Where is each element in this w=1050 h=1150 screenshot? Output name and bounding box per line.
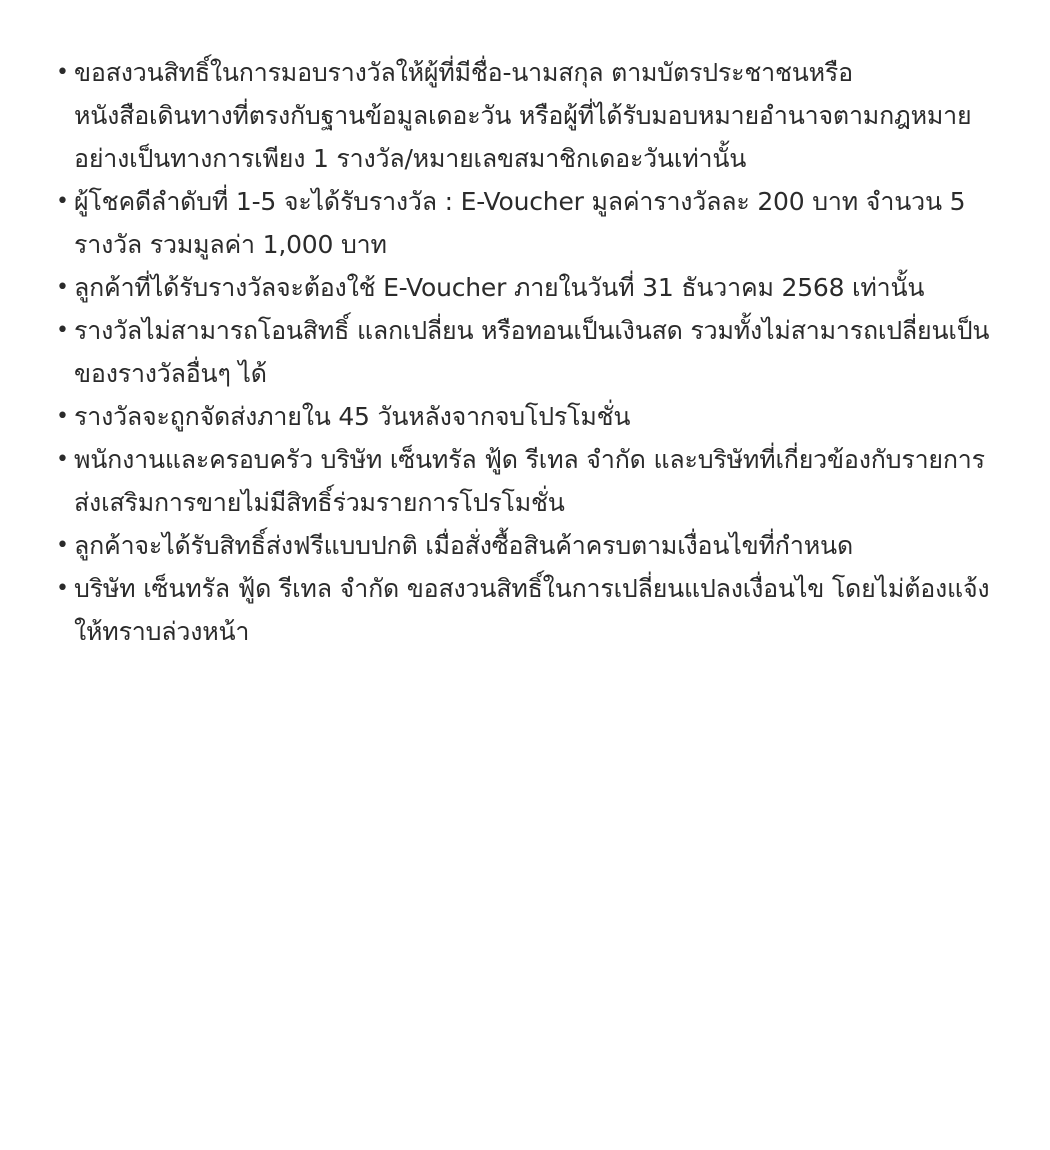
bullet-icon: • <box>56 576 69 601</box>
bullet-icon: • <box>56 404 69 429</box>
term-text: ลูกค้าจะได้รับสิทธิ์ส่งฟรีแบบปกติ เมื่อสั่งซื้อสินค้าครบตามเงื่อนไขที่กำหนด <box>74 531 853 560</box>
bullet-icon: • <box>56 275 69 300</box>
terms-list <box>56 51 1006 653</box>
term-item-6 <box>56 438 1006 524</box>
term-item-8 <box>56 567 1006 653</box>
term-text: พนักงานและครอบครัว บริษัท เซ็นทรัล ฟู้ด รีเทล จำกัด และบริษัทที่เกี่ยวข้องกับรายการส่งเสริมการขายไม่มีสิทธิ์ร่วมรายการโปรโมชั่น <box>74 445 985 517</box>
term-item-4 <box>56 309 1006 395</box>
term-text: รางวัลจะถูกจัดส่งภายใน 45 วันหลังจากจบโปรโมชั่น <box>74 402 631 431</box>
term-item-7 <box>56 524 1006 567</box>
term-item-3 <box>56 266 1006 309</box>
bullet-icon: • <box>56 189 69 214</box>
term-text: ขอสงวนสิทธิ์ในการมอบรางวัลให้ผู้ที่มีชื่อ-นามสกุล ตามบัตรประชาชนหรือหนังสือเดินทางที่ตรงกับฐานข้อมูลเดอะวัน หรือผู้ที่ได้รับมอบหมายอำนาจตามกฎหมาย อย่างเป็นทางการเพียง 1 รางวัล/หมายเลขสมาชิกเดอะวันเท่านั้น <box>74 58 972 173</box>
term-item-2 <box>56 180 1006 266</box>
term-text: ลูกค้าที่ได้รับรางวัลจะต้องใช้ E-Voucher ภายในวันที่ 31 ธันวาคม 2568 เท่านั้น <box>74 273 925 302</box>
bullet-icon: • <box>56 533 69 558</box>
bullet-icon: • <box>56 318 69 343</box>
term-text: รางวัลไม่สามารถโอนสิทธิ์ แลกเปลี่ยน หรือทอนเป็นเงินสด รวมทั้งไม่สามารถเปลี่ยนเป็นของรางวัลอื่นๆ ได้ <box>74 316 990 388</box>
bullet-icon: • <box>56 447 69 472</box>
term-item-5 <box>56 395 1006 438</box>
bullet-icon: • <box>56 60 69 85</box>
term-text: ผู้โชคดีลำดับที่ 1-5 จะได้รับรางวัล : E-Voucher มูลค่ารางวัลละ 200 บาท จำนวน 5 รางวัล รวมมูลค่า 1,000 บาท <box>74 187 966 259</box>
term-item-1 <box>56 51 1006 180</box>
term-text: บริษัท เซ็นทรัล ฟู้ด รีเทล จำกัด ขอสงวนสิทธิ์ในการเปลี่ยนแปลงเงื่อนไข โดยไม่ต้องแจ้งให้ทราบล่วงหน้า <box>74 574 990 646</box>
